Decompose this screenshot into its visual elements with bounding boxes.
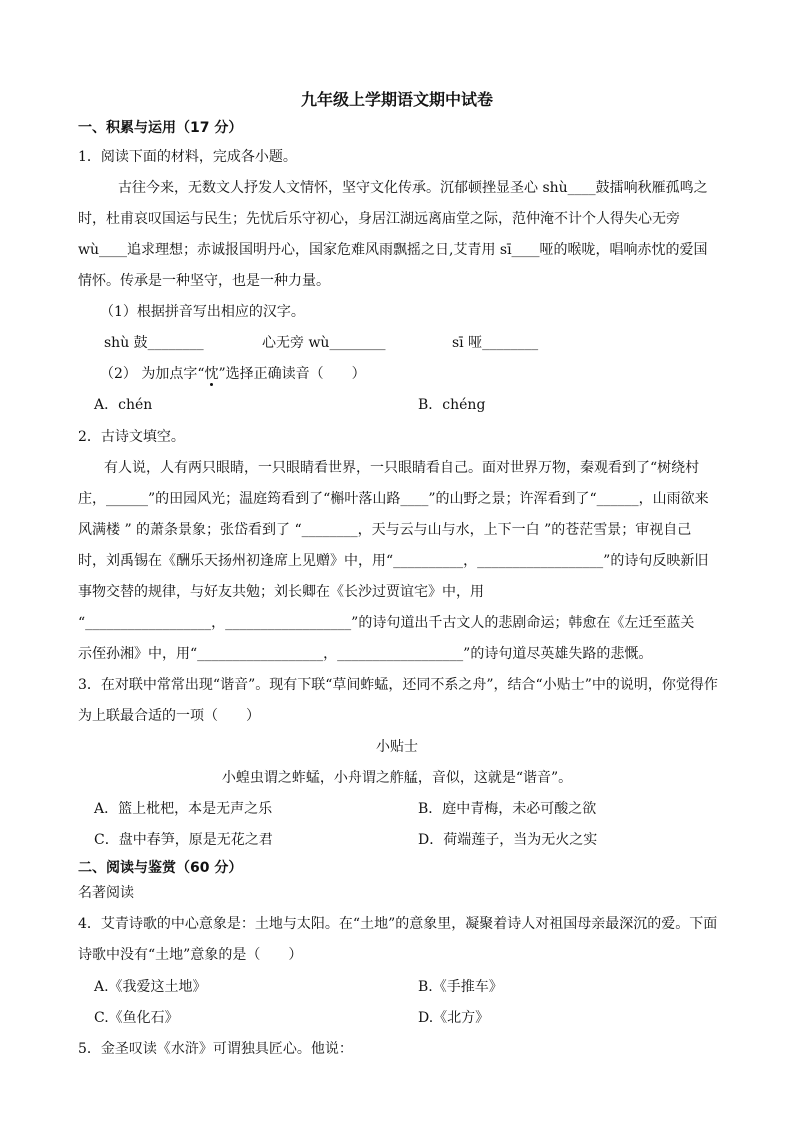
q1-para-line-1: 古往今来，无数文人抒发人文情怀，坚守文化传承。沉郁顿挫显圣心 shù____鼓擂响秋雁孤鸣之 [118,180,708,196]
tip-text: 小蝗虫谓之蚱蜢，小舟谓之舴艋，音似，这就是“谐音”。 [221,770,573,786]
q3-option-a[interactable]: A．篮上枇杷，本是无声之乐 [94,801,273,817]
q1-sub2-post: ”选择正确读音（ ） [218,366,366,382]
q1-option-a[interactable]: A．chén [94,397,153,413]
dotted-character: 忱 [204,366,219,382]
section-2-heading: 二、阅读与鉴赏（60 分） [78,860,243,876]
section-1-heading: 一、积累与运用（17 分） [78,120,243,136]
q1-sub2-pre: （2） 为加点字“ [100,366,205,382]
q3-option-b[interactable]: B．庭中青梅，未必可酸之欲 [418,801,597,817]
pinyin-blank-1[interactable]: shù 鼓________ [104,335,204,351]
q2-line-3: 风满楼 ” 的萧条景象；张岱看到了 “________，天与云与山与水，上下一白 ”的苍茫雪景；审视自己 [78,522,692,538]
q3-line-2: 为上联最合适的一项（ ） [78,708,260,724]
q1-sub1: （1）根据拼音写出相应的汉字。 [100,304,305,320]
q2-line-5: 事物交替的规律，与好友共勉；刘长卿在《长沙过贾谊宅》中，用 [78,584,484,600]
q3-option-d[interactable]: D．荷端莲子，当为无火之实 [418,832,598,848]
q3-option-c[interactable]: C．盘中春笋，原是无花之君 [94,832,273,848]
q4-line-2: 诗歌中没有“土地”意象的是（ ） [78,947,303,963]
q2-stem: 2．古诗文填空。 [78,429,185,445]
q1-sub2 [100,364,366,384]
q4-option-c[interactable]: C.《鱼化石》 [94,1010,179,1026]
pinyin-blank-2[interactable]: 心无旁 wù________ [262,335,386,351]
q1-para-line-2: 时，杜甫哀叹国运与民生；先忧后乐守初心，身居江湖远离庙堂之际，范仲淹不计个人得失心无旁 [78,211,680,227]
q2-line-4: 时，刘禹锡在《酬乐天扬州初逢席上见赠》中，用“__________，__________________”的诗句反映新旧 [78,553,709,569]
q5-stem: 5．金圣叹读《水浒》可谓独具匠心。他说： [78,1041,353,1057]
q2-line-7: 示侄孙湘》中，用“__________________，__________________”的诗句道尽英雄失路的悲慨。 [78,646,653,662]
page-title: 九年级上学期语文期中试卷 [300,90,493,109]
q4-option-d[interactable]: D.《北方》 [418,1010,490,1026]
q2-line-2: 庄，______”的田园风光；温庭筠看到了“槲叶落山路____”的山野之景；许浑看到了“______，山雨欲来 [78,491,709,507]
q1-stem: 1．阅读下面的材料，完成各小题。 [78,149,297,165]
q1-para-line-3: wù____追求理想；赤诚报国明丹心，国家危难风雨飘摇之日,艾青用 sī____哑的喉咙，唱响赤忱的爱国 [78,242,708,258]
q2-line-1: 有人说，人有两只眼睛，一只眼睛看世界，一只眼睛看自己。面对世界万物，秦观看到了“树绕村 [104,460,700,476]
q2-line-6: “__________________，__________________”的诗句道出千古文人的悲剧命运；韩愈在《左迁至蓝关 [78,615,695,631]
q4-option-a[interactable]: A.《我爱这土地》 [94,979,207,995]
q1-para-line-4: 情怀。传承是一种坚守，也是一种力量。 [78,273,330,289]
q4-option-b[interactable]: B.《手推车》 [418,979,503,995]
q3-line-1: 3．在对联中常常出现“谐音”。现有下联“草间蚱蜢，还同不系之舟”，结合“小贴士”中的说明，你觉得作 [78,677,718,693]
q1-option-b[interactable]: B．chéng [418,397,486,413]
pinyin-blank-3[interactable]: sī 哑________ [452,335,539,351]
section-2-sub: 名著阅读 [78,885,134,901]
q4-line-1: 4．艾青诗歌的中心意象是：土地与太阳。在“土地”的意象里，凝聚着诗人对祖国母亲最深沉的爱。下面 [78,916,718,932]
tip-title: 小贴士 [376,739,418,755]
